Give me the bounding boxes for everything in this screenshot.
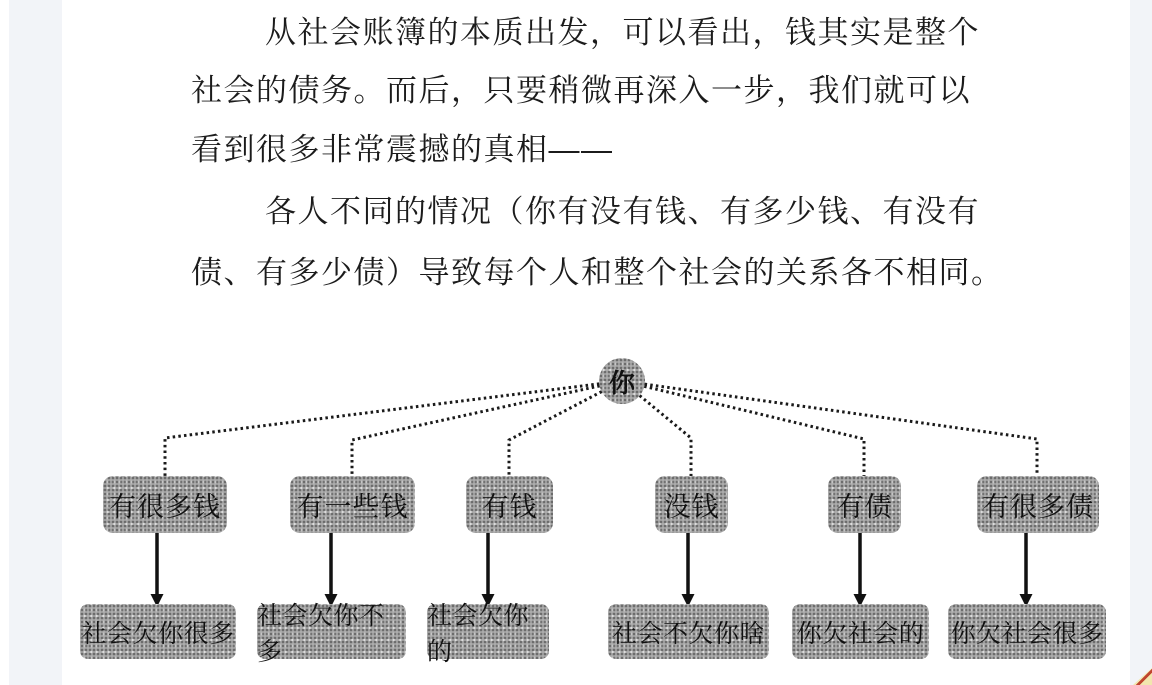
- paragraph-line: 从社会账簿的本质出发，可以看出，钱其实是整个: [265, 15, 980, 50]
- paragraph-line: 看到很多非常震撼的真相——: [191, 132, 614, 167]
- diagram-result-node: 社会欠你很多: [80, 604, 236, 659]
- diagram-root-node: 你: [599, 358, 645, 404]
- diagram-result-node: 社会欠你不多: [257, 604, 406, 659]
- diagram-condition-node: 有钱: [466, 476, 553, 533]
- diagram-condition-node: 有很多钱: [103, 476, 227, 533]
- dotted-branch-lines: [165, 381, 1037, 477]
- paragraph-line: 债、有多少债）导致每个人和整个社会的关系各不相同。: [191, 255, 1004, 290]
- diagram-condition-node: 有一些钱: [290, 476, 415, 533]
- diagram-condition-node: 没钱: [655, 476, 728, 533]
- diagram-result-node: 社会不欠你啥: [608, 604, 769, 659]
- diagram-result-node: 社会欠你的: [427, 604, 549, 659]
- paragraph-line: 各人不同的情况（你有没有钱、有多少钱、有没有: [265, 194, 980, 229]
- down-arrows: [157, 533, 1026, 595]
- diagram-condition-node: 有债: [828, 476, 901, 533]
- paragraph-line: 社会的债务。而后，只要稍微再深入一步，我们就可以: [191, 73, 971, 108]
- diagram-condition-node: 有很多债: [977, 476, 1099, 533]
- diagram-result-node: 你欠社会的: [792, 604, 929, 659]
- diagram-result-node: 你欠社会很多: [948, 604, 1106, 659]
